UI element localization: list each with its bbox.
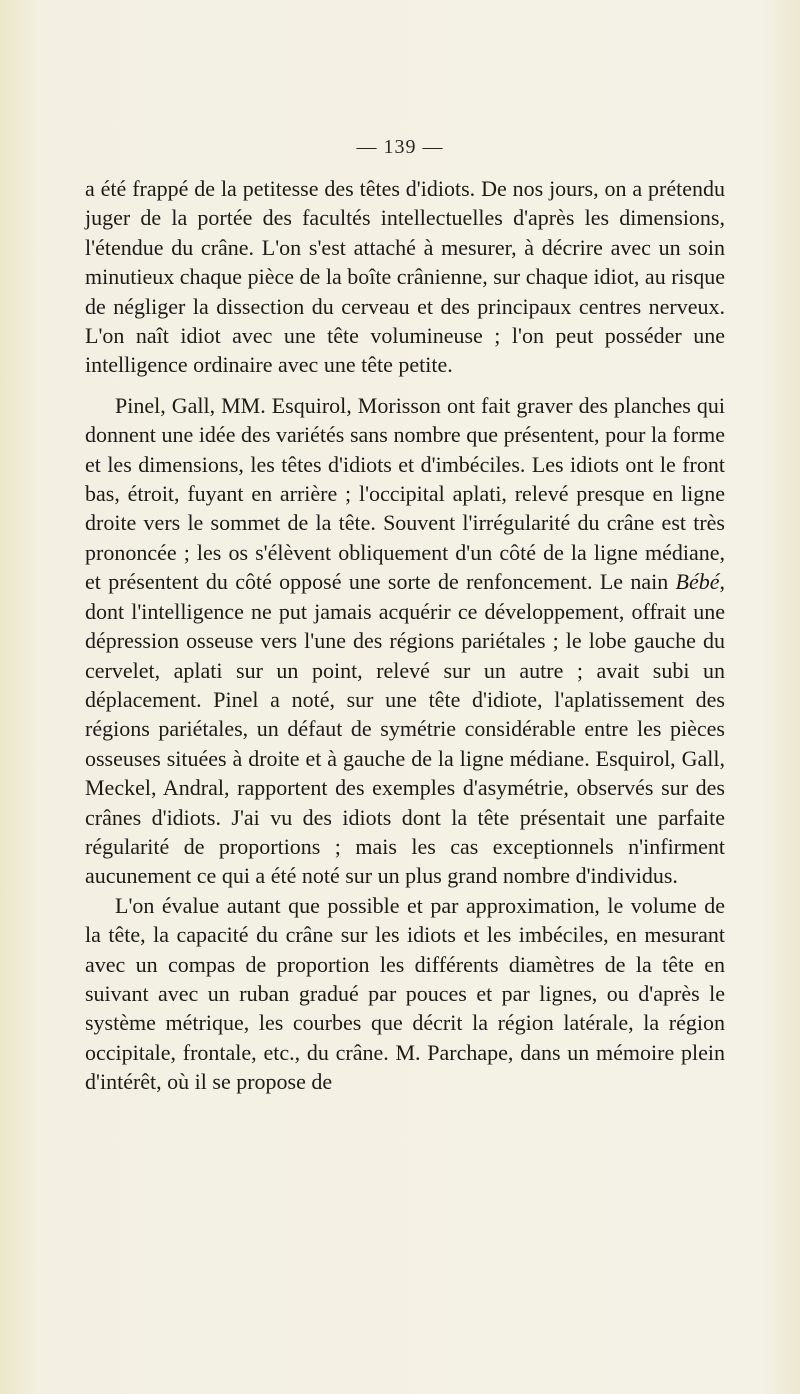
paragraph-3: L'on évalue autant que possible et par approximation, le volume de la tête, la capacité du crâne sur les idiots et les imbéciles, en mesurant avec un compas de proportion les différents diamètres de la tête en suivant avec un ruban gradué par pouces et par lignes, ou d'après le système métrique, les courbes que décrit la région latérale, la région occipitale, frontale, etc., du crâne. M. Parchape, dans un mémoire plein d'intérêt, où il se propose de	[85, 892, 725, 1095]
paragraph-1: a été frappé de la petitesse des têtes d'idiots. De nos jours, on a prétendu juger de la portée des facultés intellectuelles d'après les dimensions, l'étendue du crâne. L'on s'est attaché à mesurer, à décrire avec un soin minutieux chaque pièce de la boîte crânienne, sur chaque idiot, au risque de négliger la dissection du cerveau et des principaux centres nerveux. L'on naît idiot avec une tête volumineuse ; l'on peut posséder une intelligence ordinaire avec une tête petite.	[85, 176, 725, 378]
paragraph-2-text-after: , dont l'intelligence ne put jamais acquérir ce développement, offrait une dépression osseuse vers l'une des régions pariétales ; le lobe gauche du cervelet, aplati sur un point, relevé sur un autre ; avait subi un déplacement. Pinel a noté, sur une tête d'idiote, l'aplatissement des régions pariétales, un défaut de symétrie considérable entre les pièces osseuses situées à droite et à gauche de la ligne médiane. Esquirol, Gall, Meckel, Andral, rapportent des exemples d'asymétrie, observés sur des crânes d'idiots. J'ai vu des idiots dont la tête présentait une parfaite régularité de proportions ; mais les cas exceptionnels n'infirment aucunement ce qui a été noté sur un plus grand nombre d'individus.	[85, 569, 725, 889]
paragraph-2	[85, 391, 725, 891]
paragraph-2-text-before: Pinel, Gall, MM. Esquirol, Morisson ont fait graver des planches qui donnent une idée des variétés sans nombre que présentent, pour la forme et les dimensions, les têtes d'idiots et d'imbéciles. Les idiots ont le front bas, étroit, fuyant en arrière ; l'occipital aplati, relevé presque en ligne droite vers le sommet de la tête. Souvent l'irrégularité du crâne est très prononcée ; les os s'élèvent obliquement d'un côté de la ligne médiane, et présentent du côté opposé une sorte de renfoncement. Le nain	[85, 392, 725, 595]
page-number: — 139 —	[356, 136, 444, 158]
paragraph-2-italic-name: Bébé	[675, 569, 720, 595]
body-text	[85, 174, 725, 1097]
